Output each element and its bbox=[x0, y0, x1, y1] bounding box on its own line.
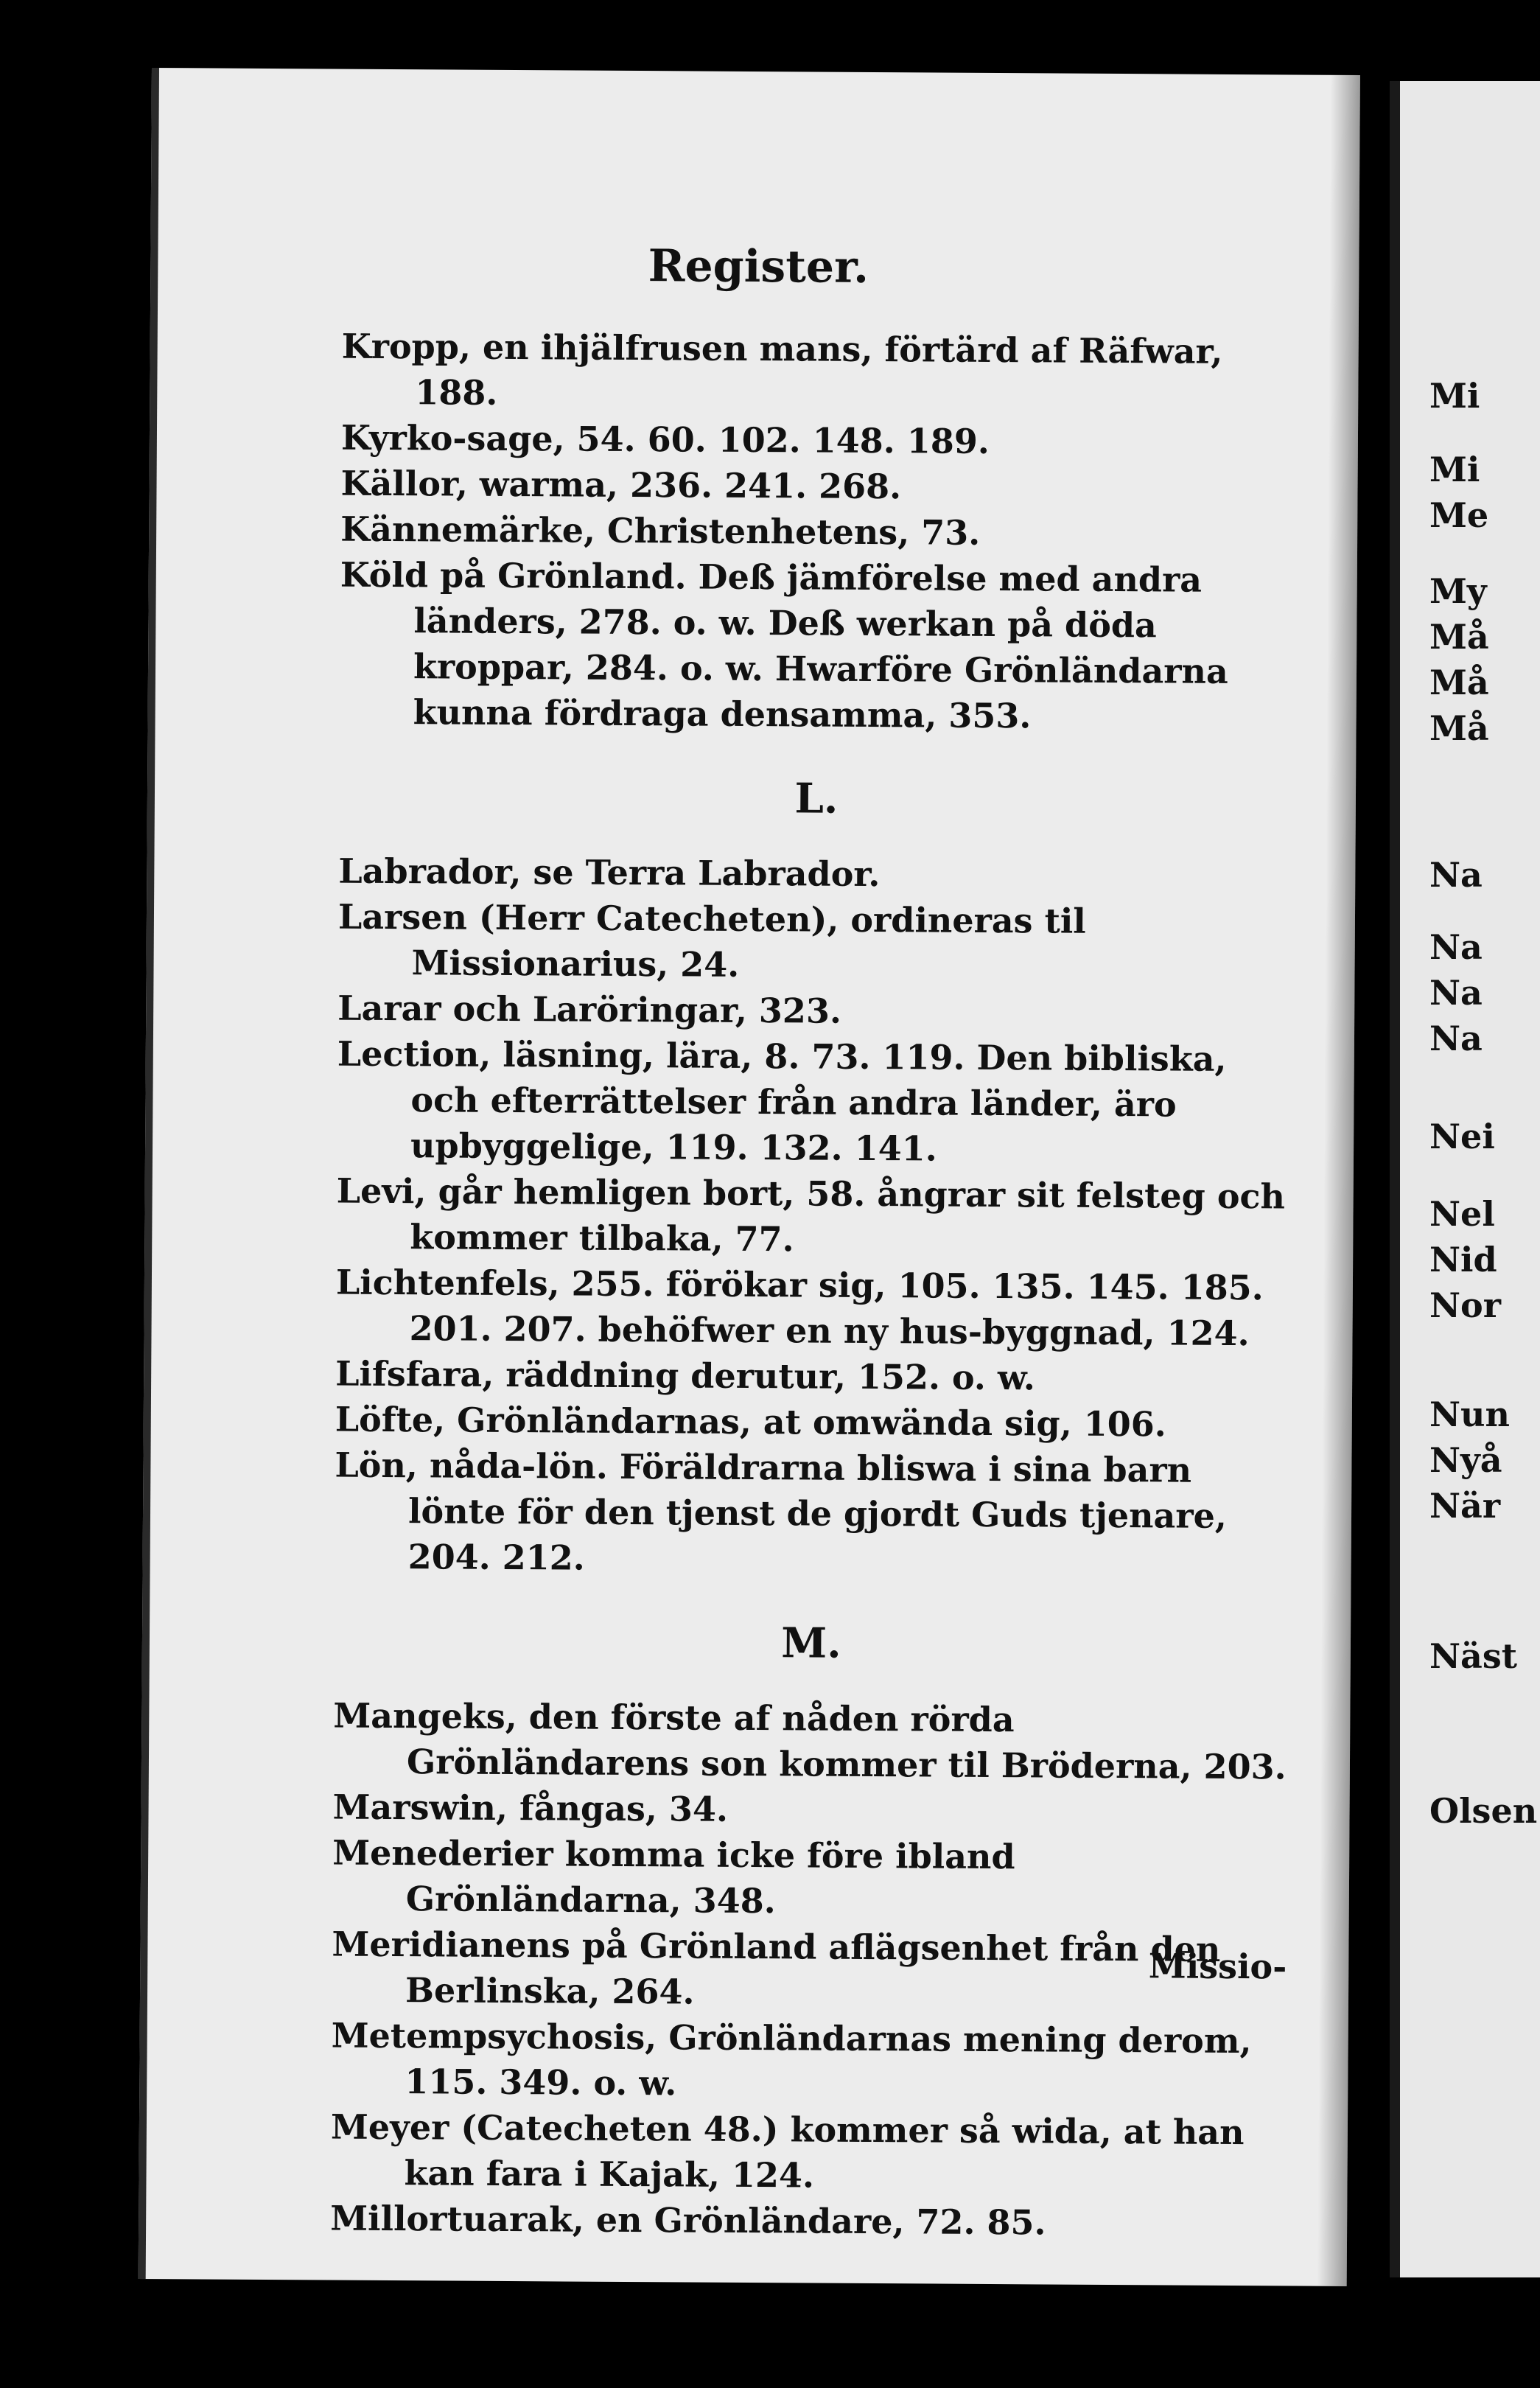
index-entry: Larar och Laröringar, 323. bbox=[337, 988, 842, 1031]
left-page bbox=[139, 68, 1360, 2286]
next-page-fragment: Na bbox=[1429, 1019, 1483, 1058]
index-entry: Källor, warma, 236. 241. 268. bbox=[340, 463, 902, 507]
right-page-edge bbox=[1390, 81, 1540, 2277]
index-entry: Labrador, se Terra Labrador. bbox=[338, 851, 881, 895]
index-entry: Köld på Grönland. Deß jämförelse med andra länders, 278. o. w. Deß werkan på döda kroppar, 284. o. w. Hwarföre Grönländarna kunna fördraga densamma, 353. bbox=[340, 554, 1228, 736]
section-letter-m: M. bbox=[781, 1619, 841, 1668]
index-entry: Kännemärke, Christenhetens, 73. bbox=[340, 509, 981, 553]
page-gutter-shadow bbox=[1317, 75, 1360, 2286]
next-page-fragment: Nel bbox=[1429, 1194, 1495, 1234]
index-entry: Löfte, Grönländarnas, at omwända sig, 106. bbox=[335, 1399, 1166, 1445]
index-entry: Millortuarak, en Grönländare, 72. 85. bbox=[330, 2198, 1046, 2243]
index-entry: Lifsfara, räddning derutur, 152. o. w. bbox=[335, 1353, 1036, 1398]
next-page-fragment: Nei bbox=[1429, 1117, 1495, 1156]
index-entry: Larsen (Herr Catecheten), ordineras til Missionarius, 24. bbox=[337, 896, 1086, 985]
next-page-fragment: Må bbox=[1429, 617, 1489, 657]
index-entry: Lection, läsning, lära, 8. 73. 119. Den bibliska, och efterrättelser från andra länder, äro upbyggelige, 119. 132. 141. bbox=[337, 1033, 1227, 1169]
index-entry: Metempsychosis, Grönländarnas mening derom, 115. 349. o. w. bbox=[331, 2015, 1252, 2104]
next-page-fragment: Nor bbox=[1429, 1285, 1501, 1325]
catchword: Missio- bbox=[1148, 1946, 1287, 1987]
next-page-fragment: Må bbox=[1429, 708, 1489, 748]
index-entry: Kyrko-sage, 54. 60. 102. 148. 189. bbox=[340, 417, 990, 461]
index-entry: Levi, går hemligen bort, 58. ångrar sit felsteg och kommer tilbaka, 77. bbox=[336, 1170, 1286, 1260]
next-page-fragment: Nyå bbox=[1429, 1440, 1502, 1480]
index-entry: Meridianens på Grönland aflägsenhet från den Berlinska, 264. bbox=[332, 1924, 1221, 2012]
page-title: Register. bbox=[648, 240, 869, 293]
next-page-fragment: Må bbox=[1429, 663, 1489, 702]
index-entry: Lön, nåda-lön. Föräldrarna bliswa i sina barn lönte för den tjenst de gjordt Guds tjenare, 204. 212. bbox=[335, 1445, 1228, 1578]
index-entry: Mangeks, den förste af nåden rörda Grönländarens son kommer til Bröderna, 203. bbox=[333, 1695, 1287, 1787]
next-page-fragment: Mi bbox=[1429, 450, 1480, 489]
next-page-fragment: Na bbox=[1429, 973, 1483, 1013]
index-entry: Menederier komma icke före ibland Grönländarna, 348. bbox=[332, 1832, 1015, 1921]
next-page-fragment: Näst bbox=[1429, 1636, 1517, 1676]
index-entry: Meyer (Catecheten 48.) kommer så wida, at han kan fara i Kajak, 124. bbox=[330, 2106, 1245, 2196]
next-page-fragment: Nun bbox=[1429, 1394, 1510, 1434]
next-page-fragment: My bbox=[1429, 571, 1487, 611]
next-page-fragment: Na bbox=[1429, 927, 1483, 967]
index-entry: Lichtenfels, 255. förökar sig, 105. 135. 145. 185. 201. 207. behöfwer en ny hus-byggnad, 124. bbox=[335, 1262, 1264, 1354]
next-page-fragment: Mi bbox=[1429, 376, 1480, 416]
section-letter-l: L. bbox=[794, 774, 839, 823]
next-page-fragment: Olsen bbox=[1429, 1791, 1538, 1831]
next-page-fragment: Nid bbox=[1429, 1240, 1497, 1279]
index-entry: Kropp, en ihjälfrusen mans, förtärd af Räfwar, 188. bbox=[341, 326, 1223, 413]
next-page-fragment: Na bbox=[1429, 855, 1483, 895]
next-page-fragment: När bbox=[1429, 1486, 1501, 1526]
index-entry: Marswin, fångas, 34. bbox=[332, 1787, 729, 1829]
next-page-fragment: Me bbox=[1429, 495, 1489, 535]
